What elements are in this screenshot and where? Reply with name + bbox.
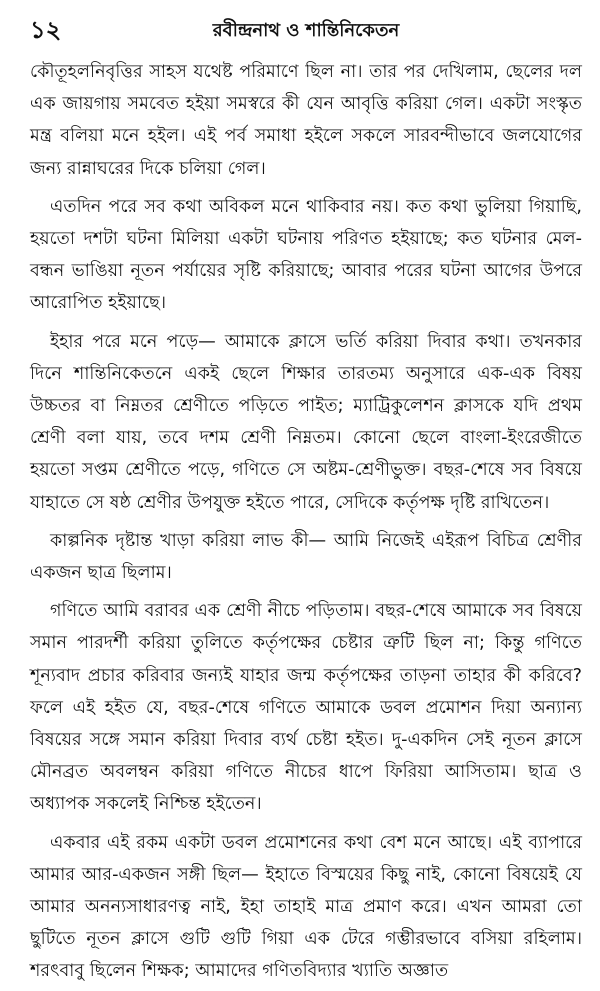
- paragraph-6: একবার এই রকম একটা ডবল প্রমোশনের কথা বেশ মনে আছে। এই ব্যাপারে আমার আর-একজন সঙ্গী ছিল— ইহাতে বিস্ময়ের কিছু নাই, কোনো বিষয়েই যে আমার অনন্যসাধারণত্ব নাই, ইহা তাহাই মাত্র প্রমাণ করে। এখন আমরা তো ছুটিতে নূতন ক্লাসে গুটি গুটি গিয়া এক টেরে গম্ভীরভাবে বসিয়া রহিলাম। শরৎবাবু ছিলেন শিক্ষক; আমাদের গণিতবিদ্যার খ্যাতি অজ্ঞাত: [30, 832, 582, 982]
- running-title: রবীন্দ্রনাথ ও শান্তিনিকেতন: [212, 20, 400, 41]
- page-header: [30, 0, 582, 56]
- paragraph-2: এতদিন পরে সব কথা অবিকল মনে থাকিবার নয়। কত কথা ভুলিয়া গিয়াছি, হয়তো দশটা ঘটনা মিলিয়া একটা ঘটনায় পরিণত হইয়াছে; কত ঘটনার মেল-বন্ধন ভাঙিয়া নূতন পর্যায়ের সৃষ্টি করিয়াছে; আবার পরের ঘটনা আগের উপরে আরোপিত হইয়াছে।: [30, 196, 582, 314]
- paragraph-3: ইহার পরে মনে পড়ে— আমাকে ক্লাসে ভর্তি করিয়া দিবার কথা। তখনকার দিনে শান্তিনিকেতনে একই ছেলে শিক্ষার তারতম্য অনুসারে এক-এক বিষয় উচ্চতর বা নিম্নতর শ্রেণীতে পড়িতে পাইত; ম্যাট্রিকুলেশন ক্লাসকে যদি প্রথম শ্রেণী বলা যায়, তবে দশম শ্রেণী নিম্নতম। কোনো ছেলে বাংলা-ইংরেজীতে হয়তো সপ্তম শ্রেণীতে পড়ে, গণিতে সে অষ্টম-শ্রেণীভুক্ত। বছর-শেষে সব বিষয়ে যাহাতে সে ষষ্ঠ শ্রেণীর উপযুক্ত হইতে পারে, সেদিকে কর্তৃপক্ষ দৃষ্টি রাখিতেন।: [30, 331, 582, 513]
- paragraph-1: কৌতূহলনিবৃত্তির সাহস যথেষ্ট পরিমাণে ছিল না। তার পর দেখিলাম, ছেলের দল এক জায়গায় সমবেত হইয়া সমস্বরে কী যেন আবৃত্তি করিয়া গেল। একটা সংস্কৃত মন্ত্র বলিয়া মনে হইল। এই পর্ব সমাধা হইলে সকলে সারবন্দীভাবে জলযোগের জন্য রান্নাঘরের দিকে চলিয়া গেল।: [30, 62, 582, 179]
- paragraph-4: কাল্পনিক দৃষ্টান্ত খাড়া করিয়া লাভ কী— আমি নিজেই এইরূপ বিচিত্র শ্রেণীর একজন ছাত্র ছিলাম।: [30, 530, 582, 584]
- paragraph-5: গণিতে আমি বরাবর এক শ্রেণী নীচে পড়িতাম। বছর-শেষে আমাকে সব বিষয়ে সমান পারদর্শী করিয়া তুলিতে কর্তৃপক্ষের চেষ্টার ত্রুটি ছিল না; কিন্তু গণিতে শূন্যবাদ প্রচার করিবার জন্যই যাহার জন্ম কর্তৃপক্ষের তাড়না তাহার কী করিবে? ফলে এই হইত যে, বছর-শেষে গণিতে আমাকে ডবল প্রমোশন দিয়া অন্যান্য বিষয়ের সঙ্গে সমান করিয়া দিবার ব্যর্থ চেষ্টা হইত। দু-একদিন সেই নূতন ক্লাসে মৌনব্রত অবলম্বন করিয়া গণিতে নীচের ধাপে ফিরিয়া আসিতাম। ছাত্র ও অধ্যাপক সকলেই নিশ্চিন্ত হইতেন।: [30, 601, 582, 815]
- body-text: [30, 56, 582, 988]
- page-number: ১২: [30, 16, 62, 44]
